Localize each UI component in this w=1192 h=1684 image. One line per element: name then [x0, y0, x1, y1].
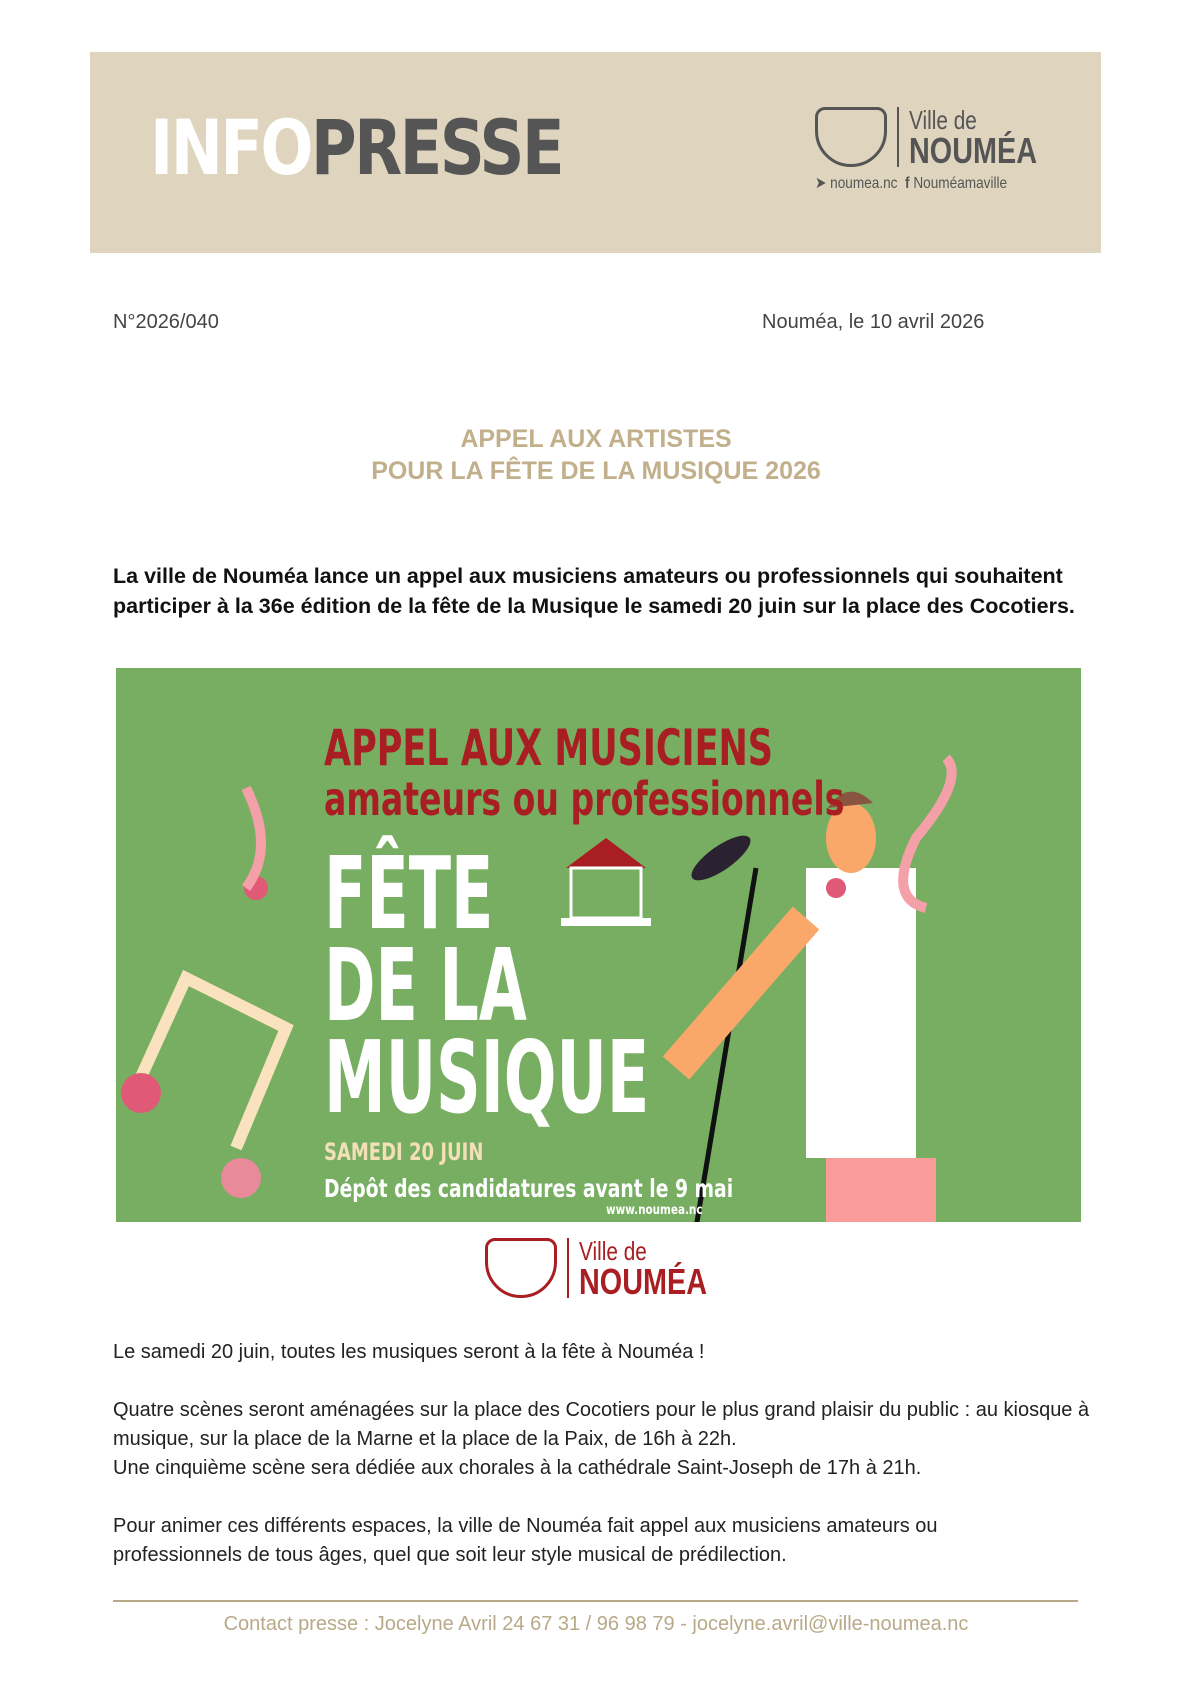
body-paragraph: Quatre scènes seront aménagées sur la place des Cocotiers pour le plus grand plaisir du public : au kiosque à musique, sur la place de la Marne et la place de la Paix, de 16h à 22h. [113, 1399, 1090, 1450]
press-date: Nouméa, le 10 avril 2026 [762, 311, 985, 333]
divider [113, 1600, 1078, 1602]
facebook-link[interactable]: Nouméamaville [913, 175, 1008, 192]
page-title: APPEL AUX ARTISTES POUR LA FÊTE DE LA MUSIQUE 2026 [371, 425, 821, 485]
crest-icon [485, 1238, 557, 1298]
ville-de-noumea-logo-red: Ville de NOUMÉA [485, 1238, 739, 1303]
lead-paragraph: La ville de Nouméa lance un appel aux musiciens amateurs ou professionnels qui souhaitent participer à la 36e édition de la fête de la Musique le samedi 20 juin sur la place des Cocotiers. [113, 564, 1075, 618]
press-contact: Contact presse : Jocelyne Avril 24 67 31 / 96 98 79 - jocelyne.avril@ville-noumea.nc [223, 1613, 969, 1635]
body-paragraph: Une cinquième scène sera dédiée aux chorales à la cathédrale Saint-Joseph de 17h à 21h. [113, 1457, 922, 1479]
body-paragraph: Le samedi 20 juin, toutes les musiques seront à la fête à Nouméa ! [113, 1341, 705, 1363]
header-banner [90, 52, 1101, 253]
event-poster: APPEL AUX MUSICIENS amateurs ou professionnels FÊTE DE LA MUSIQUE SAMEDI 20 JUIN Dépôt des candidatures avant le 9 mai www.noumea.nc [116, 668, 1081, 1222]
poster-url: www.noumea.nc [606, 1203, 703, 1218]
music-note-icon [121, 788, 286, 1198]
crest-icon [815, 107, 887, 167]
facebook-icon: f [905, 175, 910, 192]
press-number: N°2026/040 [113, 311, 219, 333]
ville-de-noumea-logo: Ville de NOUMÉA ➤ noumea.nc f Nouméamaville [815, 105, 1037, 192]
info-presse-logo: INFOPRESSE [150, 103, 563, 192]
website-link[interactable]: noumea.nc [830, 175, 898, 192]
singer-illustration [676, 792, 936, 1222]
send-icon: ➤ [815, 175, 827, 192]
body-paragraph: Pour animer ces différents espaces, la ville de Nouméa fait appel aux musiciens amateurs ou professionnels de tous âges, quel que soit leur style musical de prédilection. [113, 1515, 938, 1566]
